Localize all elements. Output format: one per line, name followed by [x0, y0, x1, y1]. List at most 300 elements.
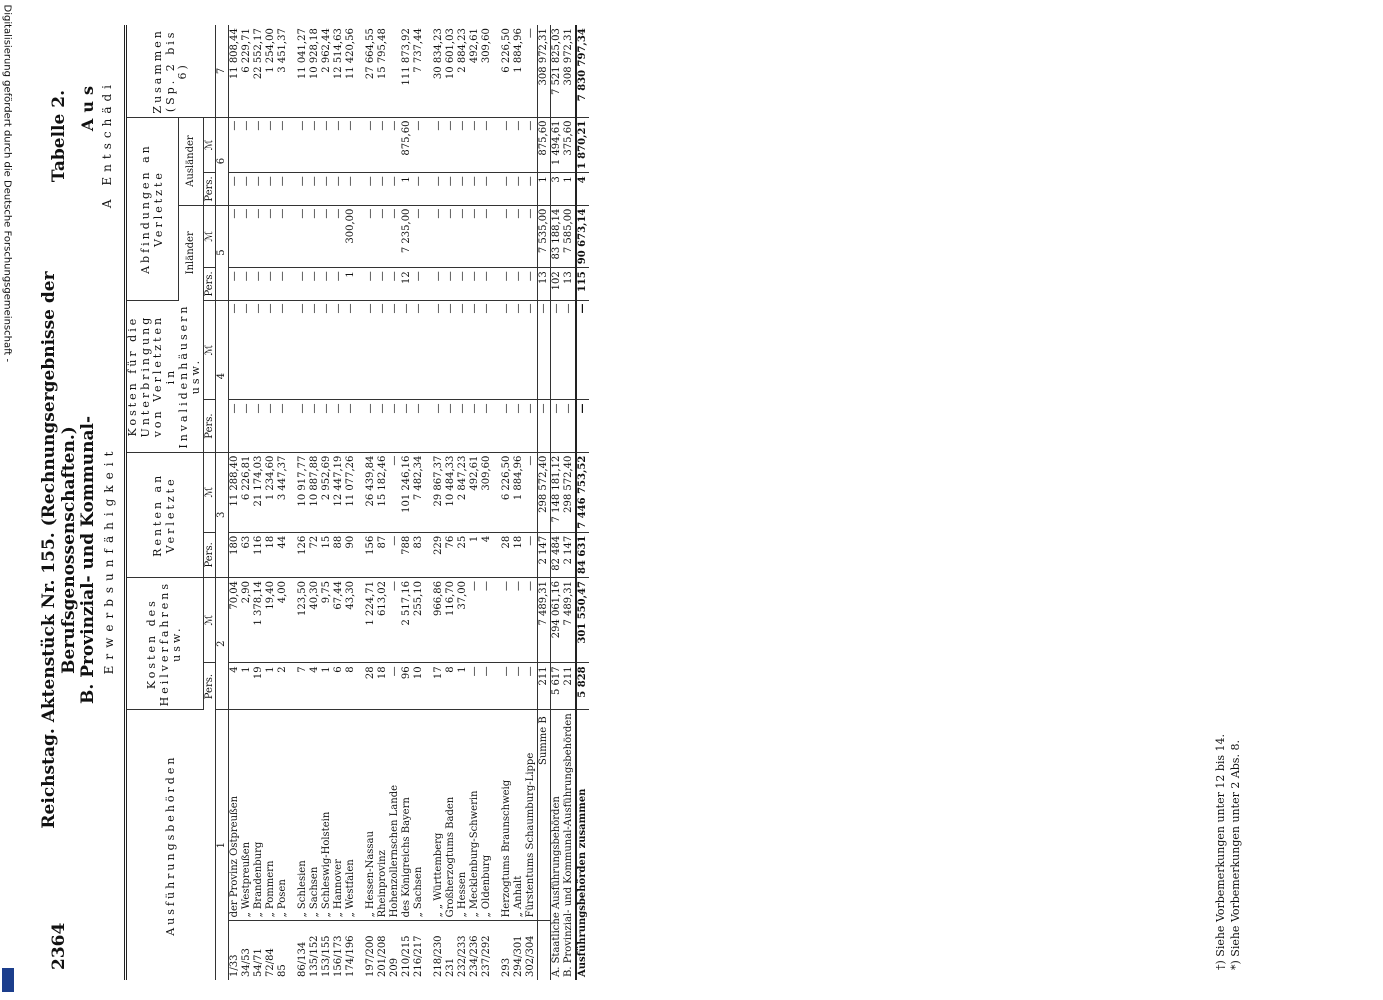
table-row: [365, 25, 377, 980]
table-row: [253, 25, 265, 980]
authority-name: „ Westfalen: [345, 710, 357, 921]
sum-label: Summe B: [537, 710, 550, 921]
cell: —: [333, 400, 345, 452]
cell: 7 535,00: [537, 205, 550, 268]
spacer-cell: [357, 710, 365, 921]
spacer-cell: [493, 921, 501, 980]
cell: 156: [365, 532, 377, 577]
cell: 13: [563, 268, 576, 300]
cell: —: [563, 300, 576, 400]
cell: —: [365, 173, 377, 205]
cell: 229: [433, 532, 445, 577]
cell: —: [253, 205, 265, 268]
cell: —: [265, 300, 277, 400]
cell: 111 873,92: [401, 25, 413, 117]
table-row: [333, 25, 345, 980]
cell: 4: [576, 173, 589, 205]
cell: 1: [321, 663, 333, 710]
cell: —: [321, 205, 333, 268]
cell: 63: [241, 532, 253, 577]
footnote: †) Siehe Vorbemerkungen unter 12 bis 14.: [1214, 733, 1227, 970]
cell: —: [401, 300, 413, 400]
col-number: 7: [216, 25, 229, 117]
cell: —: [413, 117, 425, 173]
authority-name: Rheinprovinz: [377, 710, 389, 921]
cell: 82 484: [550, 532, 563, 577]
page-number: 2364: [49, 922, 69, 970]
cell: —: [365, 268, 377, 300]
row-number: 201/208: [377, 935, 389, 977]
cell: —: [253, 400, 265, 452]
cell: —: [513, 205, 525, 268]
cell: —: [253, 173, 265, 205]
col-header-total: Zusammen (Sp. 2 bis 6): [126, 25, 216, 117]
table-row: [433, 25, 445, 980]
cell: —: [576, 400, 589, 452]
cell: —: [469, 578, 481, 663]
cell: —: [501, 173, 513, 205]
cell: —: [445, 173, 457, 205]
cell: 18: [265, 532, 277, 577]
cell: —: [413, 268, 425, 300]
cell: —: [389, 117, 401, 173]
spacer-cell: [493, 663, 501, 710]
cell: —: [525, 578, 538, 663]
cell: 10 484,33: [445, 452, 457, 532]
cell: —: [265, 400, 277, 452]
table-row: [297, 25, 309, 980]
cell: —: [525, 663, 538, 710]
cell: —: [525, 117, 538, 173]
cell: 1: [401, 173, 413, 205]
cell: 255,10: [413, 578, 425, 663]
summary-row-b: [563, 25, 576, 980]
cell: 1 254,00: [265, 25, 277, 117]
cell: —: [241, 117, 253, 173]
authority-name: „ Westpreußen: [241, 710, 253, 921]
cell: 10 928,18: [309, 25, 321, 117]
row-number: 85: [277, 964, 289, 977]
cell: —: [501, 400, 513, 452]
row-number: 237/292: [481, 935, 493, 977]
cell: —: [481, 173, 493, 205]
cell: 101 246,16: [401, 452, 413, 532]
spacer-cell: [357, 578, 365, 663]
authority-name: Hohenzollernschen Lande: [389, 710, 401, 921]
sum-b-row: [537, 25, 550, 980]
cell: —: [501, 300, 513, 400]
cell: 1: [345, 268, 357, 300]
cell: —: [481, 400, 493, 452]
cell: 788: [401, 532, 413, 577]
spacer-cell: [425, 205, 433, 268]
table-row: [445, 25, 457, 980]
cell: —: [321, 173, 333, 205]
cell: —: [265, 205, 277, 268]
cell: 116: [253, 532, 265, 577]
cell: 6 226,50: [501, 25, 513, 117]
cell: —: [377, 268, 389, 300]
cell: —: [481, 205, 493, 268]
cell: —: [469, 268, 481, 300]
cell: —: [445, 117, 457, 173]
table-body: [228, 25, 589, 980]
row-spacer: [289, 25, 297, 980]
cell: —: [513, 173, 525, 205]
spacer-cell: [425, 663, 433, 710]
spacer-cell: [289, 205, 297, 268]
spacer-cell: [425, 173, 433, 205]
table-row: [309, 25, 321, 980]
spacer-cell: [357, 532, 365, 577]
unit-mark: ℳ: [203, 300, 216, 400]
cell: —: [241, 268, 253, 300]
footnote: *) Siehe Vorbemerkungen unter 2 Abs. 8.: [1228, 740, 1242, 970]
continuation-heading: Aus: [78, 80, 97, 132]
cell: 4: [228, 663, 241, 710]
cell: —: [389, 268, 401, 300]
cell: —: [309, 205, 321, 268]
cell: —: [309, 268, 321, 300]
cell: 28: [365, 663, 377, 710]
cell: 8: [445, 663, 457, 710]
cell: 126: [297, 532, 309, 577]
cell: —: [277, 300, 289, 400]
unit-mark: ℳ: [203, 452, 216, 532]
cell: 2 847,23: [457, 452, 469, 532]
cell: —: [297, 205, 309, 268]
cell: —: [333, 300, 345, 400]
cell: —: [365, 205, 377, 268]
spacer-cell: [493, 117, 501, 173]
cell: 12 514,63: [333, 25, 345, 117]
cell: 102: [550, 268, 563, 300]
cell: —: [413, 205, 425, 268]
cell: —: [297, 173, 309, 205]
cell: 17: [433, 663, 445, 710]
spacer-cell: [289, 300, 297, 400]
table-row: [228, 25, 241, 980]
cell: —: [297, 268, 309, 300]
table-row: [481, 25, 493, 980]
cell: —: [309, 117, 321, 173]
running-header: [39, 90, 79, 970]
cell: —: [413, 300, 425, 400]
cell: 7 489,31: [563, 578, 576, 663]
cell: 300,00: [345, 205, 357, 268]
row-number: 72/84: [265, 948, 277, 977]
authority-name: „ Schlesien: [297, 710, 309, 921]
cell: —: [501, 117, 513, 173]
authority-name: „ Hessen-Nassau: [365, 710, 377, 921]
cell: 44: [277, 532, 289, 577]
table-row: [513, 25, 525, 980]
spacer-cell: [289, 710, 297, 921]
col-header-housing: Kosten für die Unterbringung von Verletzten in Invalidenhäusern usw.: [126, 300, 204, 452]
spacer-cell: [493, 710, 501, 921]
row-number: 153/155: [321, 935, 333, 977]
spacer-cell: [357, 205, 365, 268]
table-label: Tabelle 2.: [49, 90, 69, 183]
spacer-cell: [289, 663, 297, 710]
spacer-cell: [357, 400, 365, 452]
dfg-logo: [2, 968, 14, 992]
authority-name: „ Anhalt: [513, 710, 525, 921]
spacer-cell: [425, 25, 433, 117]
unit-pers: Pers.: [203, 663, 216, 710]
table-row: [345, 25, 357, 980]
authority-name: „ Pommern: [265, 710, 277, 921]
cell: —: [525, 268, 538, 300]
cell: —: [297, 117, 309, 173]
cell: 875,60: [401, 117, 413, 173]
spacer-cell: [425, 268, 433, 300]
cell: 7 482,34: [413, 452, 425, 532]
cell: —: [576, 300, 589, 400]
cell: —: [277, 205, 289, 268]
cell: 2 147: [563, 532, 576, 577]
cell: 27 664,55: [365, 25, 377, 117]
cell: 4: [309, 663, 321, 710]
spacer-cell: [493, 578, 501, 663]
cell: —: [469, 117, 481, 173]
authority-name: Fürstentums Schaumburg-Lippe: [525, 710, 538, 921]
cell: —: [501, 663, 513, 710]
cell: —: [321, 400, 333, 452]
cell: —: [481, 663, 493, 710]
cell: 4,00: [277, 578, 289, 663]
cell: —: [433, 173, 445, 205]
col-header-treatment: Kosten des Heilverfahrens usw.: [126, 578, 204, 710]
cell: 375,60: [563, 117, 576, 173]
cell: 1 884,96: [513, 452, 525, 532]
summary-label: B. Provinzial- und Kommunal-Ausführungsbehörden: [563, 713, 575, 977]
table-row: [265, 25, 277, 980]
cell: 72: [309, 532, 321, 577]
row-number: 54/71: [253, 948, 265, 977]
row-number: 231: [445, 957, 457, 977]
cell: —: [501, 205, 513, 268]
cell: 7 585,00: [563, 205, 576, 268]
cell: 308 972,31: [537, 25, 550, 117]
cell: —: [433, 268, 445, 300]
cell: 7 489,31: [537, 578, 550, 663]
group-heading-top: Erwerbsunfähigkeit: [102, 445, 116, 675]
spacer-cell: [357, 300, 365, 400]
row-number: 218/230: [433, 935, 445, 977]
spacer-cell: [357, 921, 365, 980]
cell: —: [469, 205, 481, 268]
cell: —: [481, 117, 493, 173]
cell: 3: [550, 173, 563, 205]
authority-name: „ Hannover: [333, 710, 345, 921]
cell: 7 830 797,34: [576, 25, 589, 117]
spacer-cell: [493, 25, 501, 117]
cell: —: [265, 173, 277, 205]
spacer-cell: [289, 25, 297, 117]
cell: 90: [345, 532, 357, 577]
cell: 18: [513, 532, 525, 577]
cell: —: [525, 173, 538, 205]
summary-row-a: [550, 25, 563, 980]
cell: 76: [445, 532, 457, 577]
section-title: B. Provinzial- und Kommunal-: [78, 415, 98, 705]
cell: —: [550, 300, 563, 400]
cell: —: [277, 173, 289, 205]
spacer-cell: [357, 117, 365, 173]
cell: 115: [576, 268, 589, 300]
cell: —: [513, 268, 525, 300]
cell: —: [309, 173, 321, 205]
cell: 308 972,31: [563, 25, 576, 117]
cell: —: [377, 117, 389, 173]
spacer-cell: [357, 452, 365, 532]
table-row: [501, 25, 513, 980]
cell: 2 517,16: [401, 578, 413, 663]
cell: 12 447,19: [333, 452, 345, 532]
cell: 25: [457, 532, 469, 577]
cell: —: [563, 400, 576, 452]
spacer-cell: [357, 268, 365, 300]
cell: —: [445, 268, 457, 300]
spacer-cell: [289, 117, 297, 173]
cell: [389, 25, 401, 117]
cell: —: [433, 300, 445, 400]
cell: 1: [537, 173, 550, 205]
cell: —: [457, 117, 469, 173]
spacer-cell: [357, 173, 365, 205]
cell: —: [365, 400, 377, 452]
cell: 298 572,40: [537, 452, 550, 532]
authority-name: Herzogtums Braunschweig: [501, 710, 513, 921]
cell: —: [228, 205, 241, 268]
authority-name: „ Schleswig-Holstein: [321, 710, 333, 921]
total-label: Ausführungsbehörden zusammen: [576, 710, 589, 980]
cell: 10 601,03: [445, 25, 457, 117]
cell: —: [389, 173, 401, 205]
spacer-cell: [493, 173, 501, 205]
cell: 1 494,61: [550, 117, 563, 173]
col-number: 1: [216, 710, 229, 980]
spacer-cell: [493, 452, 501, 532]
cell: 40,30: [309, 578, 321, 663]
authority-name: „ Brandenburg: [253, 710, 265, 921]
table-row: [389, 25, 401, 980]
cell: 7 521 825,03: [550, 25, 563, 117]
cell: —: [445, 205, 457, 268]
cell: 301 550,47: [576, 578, 589, 663]
cell: 7: [297, 663, 309, 710]
authority-name: des Königreichs Bayern: [401, 710, 413, 921]
cell: —: [321, 117, 333, 173]
cell: —: [345, 117, 357, 173]
cell: 1: [469, 532, 481, 577]
continuation-subheading: A Entschädi: [100, 80, 114, 209]
spacer-cell: [425, 400, 433, 452]
cell: 6 229,71: [241, 25, 253, 117]
authority-name: „ Mecklenburg-Schwerin: [469, 710, 481, 921]
spacer-cell: [493, 205, 501, 268]
cell: —: [253, 117, 265, 173]
cell: —: [345, 400, 357, 452]
row-number: 135/152: [309, 935, 321, 977]
cell: 1 234,60: [265, 452, 277, 532]
cell: —: [333, 173, 345, 205]
cell: 3 451,37: [277, 25, 289, 117]
cell: 12: [401, 268, 413, 300]
cell: —: [537, 400, 550, 452]
cell: 28: [501, 532, 513, 577]
cell: 5 828: [576, 663, 589, 710]
cell: 15 182,46: [377, 452, 389, 532]
spacer-cell: [289, 921, 297, 980]
cell: 966,86: [433, 578, 445, 663]
cell: —: [525, 400, 538, 452]
cell: —: [297, 400, 309, 452]
col-header-pensions: Renten an Verletzte: [126, 452, 204, 577]
row-number: 174/196: [345, 935, 357, 977]
cell: 123,50: [297, 578, 309, 663]
cell: 10 887,88: [309, 452, 321, 532]
cell: 21 174,03: [253, 452, 265, 532]
table-row: [277, 25, 289, 980]
cell: 11 041,27: [297, 25, 309, 117]
col-header-settlements: Abfindungen an Verletzte: [126, 117, 179, 300]
cell: 180: [228, 532, 241, 577]
cell: —: [228, 117, 241, 173]
cell: 6: [333, 663, 345, 710]
authority-name: „ Hessen: [457, 710, 469, 921]
cell: —: [309, 400, 321, 452]
col-header-foreign: Ausländer: [179, 117, 203, 205]
cell: —: [525, 532, 538, 577]
cell: 3 447,37: [277, 452, 289, 532]
cell: —: [333, 117, 345, 173]
unit-pers: Pers.: [203, 268, 216, 300]
cell: 5 617: [550, 663, 563, 710]
cell: —: [469, 663, 481, 710]
cell: —: [389, 663, 401, 710]
cell: 29 867,37: [433, 452, 445, 532]
col-header-authorities: Ausführungsbehörden: [126, 710, 216, 980]
cell: —: [525, 452, 538, 532]
cell: —: [457, 300, 469, 400]
cell: —: [513, 663, 525, 710]
cell: 2: [277, 663, 289, 710]
cell: 492,61: [469, 452, 481, 532]
spacer-cell: [493, 532, 501, 577]
cell: —: [333, 268, 345, 300]
table-row: [241, 25, 253, 980]
cell: —: [345, 173, 357, 205]
spacer-cell: [425, 710, 433, 921]
cell: 2 884,23: [457, 25, 469, 117]
cell: —: [377, 400, 389, 452]
spacer-cell: [289, 268, 297, 300]
cell: 10 917,77: [297, 452, 309, 532]
cell: 875,60: [537, 117, 550, 173]
cell: —: [525, 25, 538, 117]
cell: 18: [377, 663, 389, 710]
cell: —: [513, 117, 525, 173]
cell: 67,44: [333, 578, 345, 663]
cell: —: [265, 268, 277, 300]
unit-pers: Pers.: [203, 173, 216, 205]
cell: 26 439,84: [365, 452, 377, 532]
cell: —: [445, 400, 457, 452]
cell: 8: [345, 663, 357, 710]
row-spacer: [493, 25, 501, 980]
